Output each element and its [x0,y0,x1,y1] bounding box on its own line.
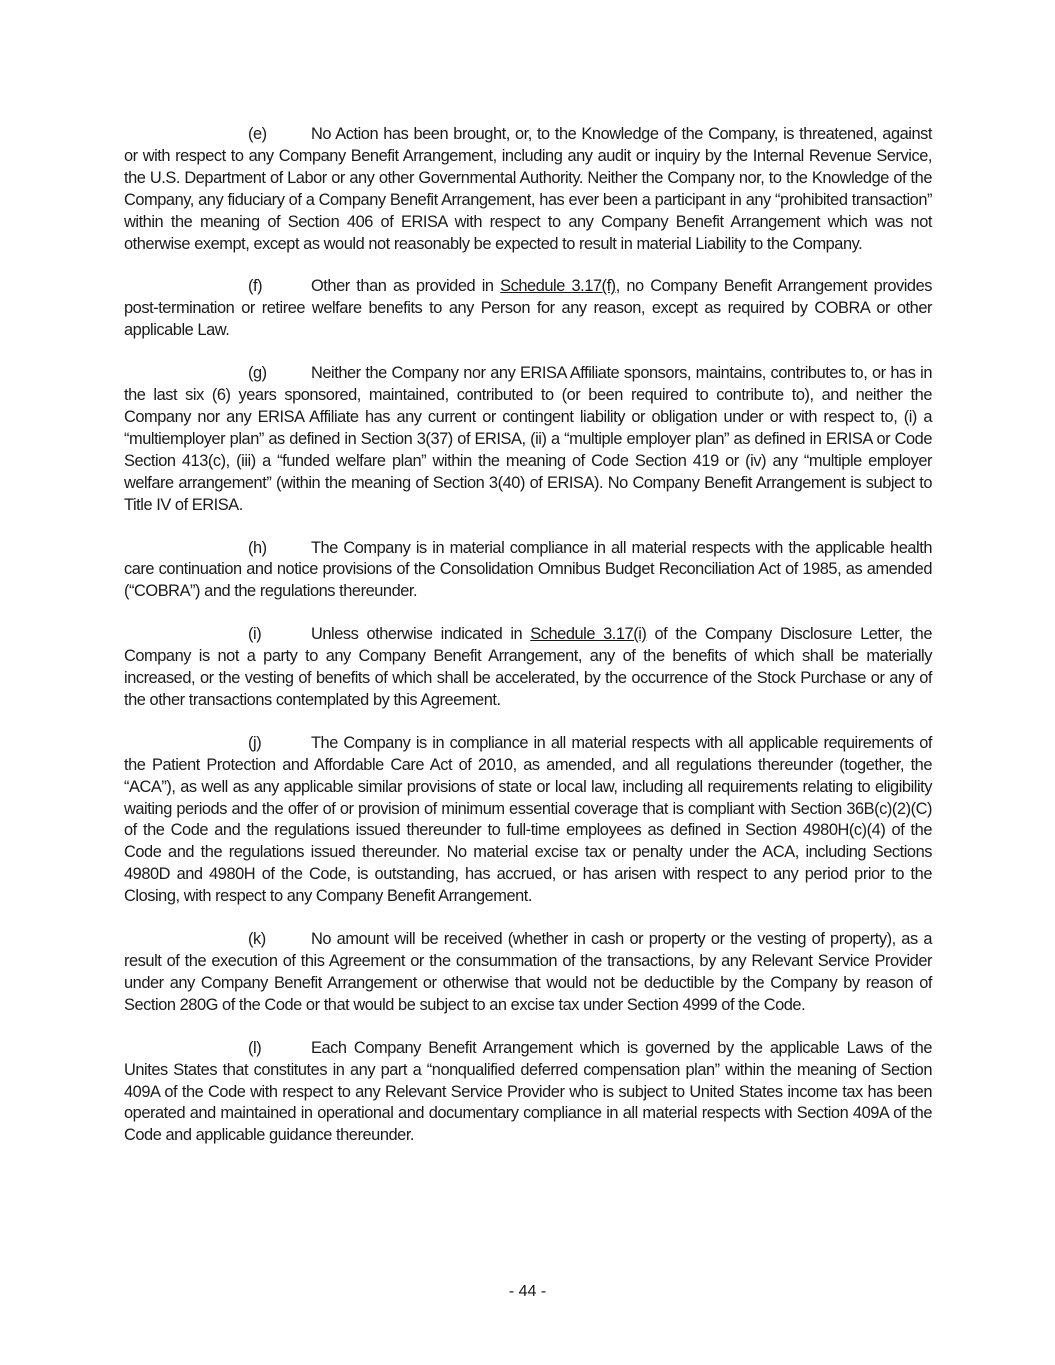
paragraph-text: , no Company Benefit Arrangement provides post-termination or retiree welfare benefits to any Person for any reason, except as required by COBRA or other applicable Law. [124,277,933,340]
page-number: - 44 - [508,1283,547,1300]
schedule-reference: Schedule 3.17(f) [500,277,616,296]
paragraph-text: No Action has been brought, or, to the Knowledge of the Company, is threatened, against or with respect to any Company Benefit Arrangement, including any audit or inquiry by the Internal Revenue Service, the U.S. Department of Labor or any other Governmental Authority. Neither the Company nor, to the Knowledge of the Company, any fiduciary of a Company Benefit Arrangement, has ever been a participant in any “prohibited transaction” within the meaning of Section 406 of ERISA with respect to any Company Benefit Arrangement which was not otherwise exempt, except as would not reasonably be expected to result in material Liability to the Company. [124,125,932,253]
paragraph-text: Other than as provided in [311,277,501,296]
paragraph-label: (h) [248,538,267,557]
paragraph-text: Each Company Benefit Arrangement which is governed by the applicable Laws of the Unites States that constitutes in any part a “nonqualified deferred compensation plan” within the meaning of Section 409A of the Code with respect to any Relevant Service Provider who is subject to United States income tax has been operated and maintained in operational and documentary compliance in all material respects with Section 409A of the Code and applicable guidance thereunder. [124,1038,932,1145]
paragraph-e [124,124,932,255]
paragraph-label: (k) [248,930,266,949]
document-page [124,124,932,1168]
schedule-reference: Schedule 3.17(i) [530,625,647,644]
paragraph-label: (g) [248,364,267,383]
paragraph-label: (f) [248,277,263,296]
paragraph-label: (l) [248,1038,262,1057]
paragraph-i [124,624,932,712]
paragraph-text: No amount will be received (whether in cash or property or the vesting of property), as a result of the execution of this Agreement or the consummation of the transactions, by any Relevant Service Provider under any Company Benefit Arrangement or otherwise that would not be deductible by the Company by reason of Section 280G of the Code or that would be subject to an excise tax under Section 4999 of the Code. [124,930,932,1014]
paragraph-j [124,733,932,908]
paragraph-g [124,363,932,516]
paragraph-label: (i) [248,625,262,644]
paragraph-label: (e) [248,125,267,143]
paragraph-text: The Company is in material compliance in all material respects with the applicable health care continuation and notice provisions of the Consolidation Omnibus Budget Reconciliation Act of 1985, as amended (“COBRA”) and the regulations thereunder. [124,538,932,601]
paragraph-k [124,929,932,1017]
paragraph-text: Unless otherwise indicated in [311,625,531,644]
paragraph-text: Neither the Company nor any ERISA Affiliate sponsors, maintains, contributes to, or has in the last six (6) years sponsored, maintained, contributed to (or been required to contribute to), and neither the Company nor any ERISA Affiliate has any current or contingent liability or obligation under or with respect to, (i) a “multiemployer plan” as defined in Section 3(37) of ERISA, (ii) a “multiple employer plan” as defined in ERISA or Code Section 413(c), (iii) a “funded welfare plan” within the meaning of Code Section 419 or (iv) any “multiple employer welfare arrangement” (within the meaning of Section 3(40) of ERISA). No Company Benefit Arrangement is subject to Title IV of ERISA. [124,364,932,514]
paragraph-f [124,276,932,342]
paragraph-text: of the Company Disclosure Letter, the Company is not a party to any Company Benefit Arrangement, any of the benefits of which shall be materially increased, or the vesting of benefits of which shall be accelerated, by the occurrence of the Stock Purchase or any of the other transactions contemplated by this Agreement. [124,625,932,709]
paragraph-l [124,1038,932,1148]
paragraph-text: The Company is in compliance in all material respects with all applicable requirements of the Patient Protection and Affordable Care Act of 2010, as amended, and all regulations thereunder (together, the “ACA”), as well as any applicable similar provisions of state or local law, including all requirements relating to eligibility waiting periods and the offer of or provision of minimum essential coverage that is compliant with Section 36B(c)(2)(C) of the Code and the regulations issued thereunder to full-time employees as defined in Section 4980H(c)(4) of the Code and the regulations issued thereunder. No material excise tax or penalty under the ACA, including Sections 4980D and 4980H of the Code, is outstanding, has accrued, or has arisen with respect to any period prior to the Closing, with respect to any Company Benefit Arrangement. [124,733,932,906]
paragraph-label: (j) [248,733,262,752]
paragraph-h [124,538,932,604]
